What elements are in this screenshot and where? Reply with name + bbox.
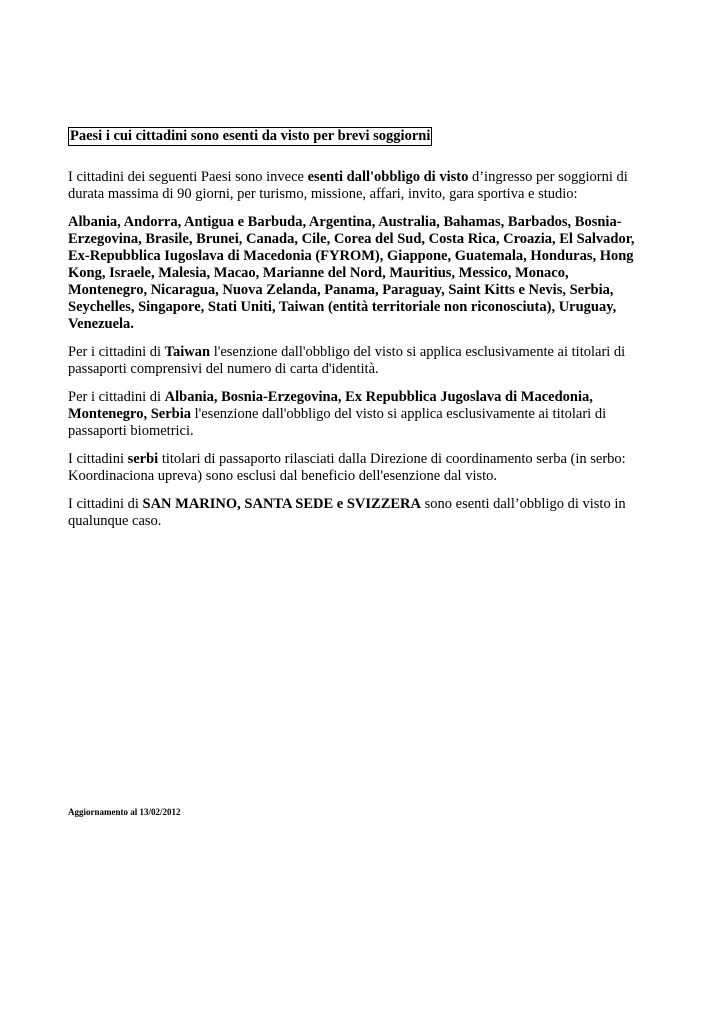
intro-text-after: d’ingresso per soggiorni di durata massima di 90 giorni, per turismo, missione, affari, invito, gara sportiva e studio: [68, 169, 628, 202]
intro-paragraph [68, 169, 648, 203]
biometric-note-after: l'esenzione dall'obbligo del visto si applica esclusivamente ai titolari di passaporti biometrici. [68, 406, 607, 439]
biometric-note-bold: Albania, Bosnia-Erzegovina, Ex Repubblica Jugoslava di Macedonia, Montenegro, Serbia [68, 389, 593, 422]
serbian-note-before: I cittadini [68, 451, 128, 467]
exempt-note-before: I cittadini di [68, 496, 143, 512]
exempt-note-after: sono esenti dall’obbligo di visto in qualunque caso. [68, 496, 626, 529]
exempt-note-bold: SAN MARINO, SANTA SEDE e SVIZZERA [142, 496, 422, 512]
biometric-note-before: Per i cittadini di [68, 389, 165, 405]
taiwan-note [68, 344, 648, 378]
serbian-note-after: titolari di passaporto rilasciati dalla Direzione di coordinamento serba (in serbo: Koordinaciona upreva) sono esclusi dal beneficio dell'esenzione dal visto. [68, 451, 626, 484]
intro-text-bold: esenti dall'obbligo di visto [307, 169, 469, 185]
exempt-note [68, 496, 648, 530]
serbian-note [68, 451, 648, 485]
taiwan-note-bold: Taiwan [164, 344, 211, 360]
update-date-footer: Aggiornamento al 13/02/2012 [68, 807, 181, 817]
page-title: Paesi i cui cittadini sono esenti da visto per brevi soggiorni [70, 128, 431, 144]
countries-list: Albania, Andorra, Antigua e Barbuda, Argentina, Australia, Bahamas, Barbados, Bosnia-Erzegovina, Brasile, Brunei, Canada, Cile, Corea del Sud, Costa Rica, Croazia, El Salvador, Ex-Repubblica Iugoslava di Macedonia (FYROM), Giappone, Guatemala, Honduras, Hong Kong, Israele, Malesia, Macao, Marianne del Nord, Mauritius, Messico, Monaco, Montenegro, Nicaragua, Nuova Zelanda, Panama, Paraguay, Saint Kitts e Nevis, Serbia, Seychelles, Singapore, Stati Uniti, Taiwan (entità territoriale non riconosciuta), Uruguay, Venezuela. [68, 214, 635, 332]
document-body [68, 127, 648, 530]
taiwan-note-after: l'esenzione dall'obbligo del visto si applica esclusivamente ai titolari di passaporti comprensivi del numero di carta d'identità. [68, 344, 626, 377]
serbian-note-bold: serbi [127, 451, 159, 467]
intro-text-before: I cittadini dei seguenti Paesi sono invece [68, 169, 308, 185]
taiwan-note-before: Per i cittadini di [68, 344, 165, 360]
biometric-note [68, 389, 648, 440]
